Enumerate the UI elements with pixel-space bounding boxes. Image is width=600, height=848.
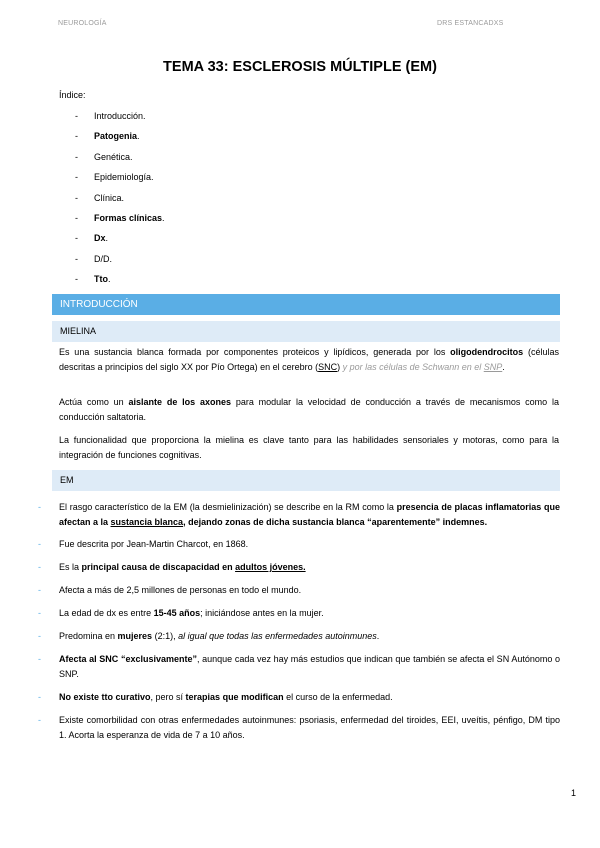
text-italic-underlined: SNP [483, 362, 503, 372]
subsection-title: MIELINA [60, 326, 97, 336]
index-item-label: Dx [94, 233, 106, 244]
text: el curso de la enfermedad. [283, 692, 393, 702]
index-label: Índice: [59, 90, 86, 100]
text: Actúa como un [59, 397, 129, 407]
text: Es una sustancia blanca formada por componentes proteicos y lipídicos, generada por los [59, 347, 451, 357]
text-bold: Afecta al SNC “exclusivamente” [59, 654, 197, 664]
section-introduccion [52, 294, 560, 315]
text: Afecta a más de 2,5 millones de personas en todo el mundo. [59, 585, 302, 595]
index-item-suffix: . [162, 212, 165, 223]
index-item-label: Genética. [94, 151, 133, 162]
text-bold-underlined: sustancia blanca [110, 517, 184, 527]
index-item-label: Introducción. [94, 111, 146, 121]
list-item [38, 713, 560, 743]
page-number: 1 [571, 788, 577, 798]
list-item [38, 537, 560, 552]
index-item-suffix: . [137, 131, 140, 142]
bullet-icon: - [38, 715, 41, 725]
text: (células descritas a principios del siglo XX por Pío Ortega) en el cerebro ( [59, 347, 559, 372]
text-bold: oligodendrocitos [450, 347, 524, 357]
index-item-suffix: . [108, 274, 111, 285]
index-item-label: Clínica. [94, 192, 125, 203]
text-bold: mujeres [117, 631, 153, 641]
bullet-icon: - [38, 608, 41, 618]
text: . [502, 362, 505, 372]
text: , pero sí [150, 692, 186, 702]
header-left: NEUROLOGÍA [58, 20, 107, 27]
text: Predomina en [59, 631, 118, 641]
dash-icon: - [75, 192, 78, 203]
index-item-label: Epidemiología. [94, 172, 154, 183]
bullet-icon: - [38, 692, 41, 702]
dash-icon: - [75, 131, 78, 142]
mielina-paragraph-3: La funcionalidad que proporciona la mielina es clave tanto para las habilidades sensoriales y motoras, como para la integración de funciones cognitivas. [59, 435, 559, 460]
text: ; iniciándose antes en la mujer. [200, 608, 324, 618]
text-underlined: SNC [318, 362, 338, 372]
text: , aunque cada vez hay más estudios que indican que también se afecta el SN Autónomo o SNP. [59, 654, 561, 679]
text-bold: aislante de los axones [128, 397, 231, 407]
index-item-suffix: . [105, 233, 109, 244]
dash-icon: - [75, 253, 78, 264]
text-bold: , dejando zonas de dicha sustancia blanca “aparentemente” indemnes. [183, 517, 488, 527]
dash-icon: - [75, 151, 78, 162]
mielina-paragraph-2 [59, 395, 559, 425]
text: El rasgo característico de la EM (la desmielinización) se describe en la RM como la [59, 502, 397, 512]
list-item [38, 629, 560, 644]
section-title: INTRODUCCIÓN [60, 299, 138, 310]
dash-icon: - [75, 233, 78, 244]
index-item-label: Patogenia [94, 131, 138, 142]
bullet-icon: - [38, 562, 41, 572]
index-item-label: D/D. [94, 253, 112, 264]
page-title: TEMA 33: ESCLEROSIS MÚLTIPLE (EM) [163, 59, 437, 75]
text: Es la [59, 562, 82, 572]
text-italic: al igual que todas las enfermedades autoinmunes [178, 631, 377, 641]
text: La edad de dx es entre [59, 608, 154, 618]
text-bold: principal causa de discapacidad en [81, 562, 236, 572]
text: Fue descrita por Jean-Martin Charcot, en 1868. [59, 539, 249, 549]
bullet-icon: - [38, 539, 41, 549]
list-item [38, 560, 560, 575]
bullet-icon: - [38, 585, 41, 595]
text: Existe comorbilidad con otras enfermedades autoinmunes: psoriasis, enfermedad del tiroides, EEI, uveítis, pénfigo, DM tipo 1. Acorta la esperanza de vida de 7 a 10 años. [59, 715, 560, 740]
subsection-title: EM [60, 475, 74, 485]
list-item [38, 500, 560, 530]
text: para modular la velocidad de conducción a través de mecanismos como la conducción saltatoria. [59, 397, 559, 422]
list-item [38, 583, 560, 598]
text: . [376, 631, 380, 641]
text-bold: 15-45 años [153, 608, 201, 618]
dash-icon: - [75, 274, 78, 285]
text-bold: No existe tto curativo [59, 692, 151, 702]
em-bullet-list [38, 500, 560, 743]
list-item [38, 652, 560, 682]
header-right: DRS ESTANCADXS [437, 20, 504, 27]
dash-icon: - [75, 111, 78, 121]
text-bold-underlined: adultos jóvenes. [235, 562, 306, 572]
dash-icon: - [75, 212, 78, 223]
bullet-icon: - [38, 502, 41, 512]
mielina-paragraph-1 [59, 345, 559, 375]
bullet-icon: - [38, 631, 41, 641]
subsection-em [52, 470, 560, 491]
text-bold: presencia de placas inflamatorias que afectan a la [59, 502, 560, 527]
bullet-icon: - [38, 654, 41, 664]
index-item-label: Tto [94, 274, 108, 285]
text-italic: y por las células de Schwann en el [342, 362, 484, 372]
text: ) [337, 362, 343, 372]
list-item [38, 606, 560, 621]
subsection-mielina [52, 321, 560, 342]
text-bold: terapias que modifican [185, 692, 284, 702]
dash-icon: - [75, 172, 78, 183]
index-item-label: Formas clínicas [94, 212, 163, 223]
text: (2:1), [152, 631, 179, 641]
list-item [38, 690, 560, 705]
